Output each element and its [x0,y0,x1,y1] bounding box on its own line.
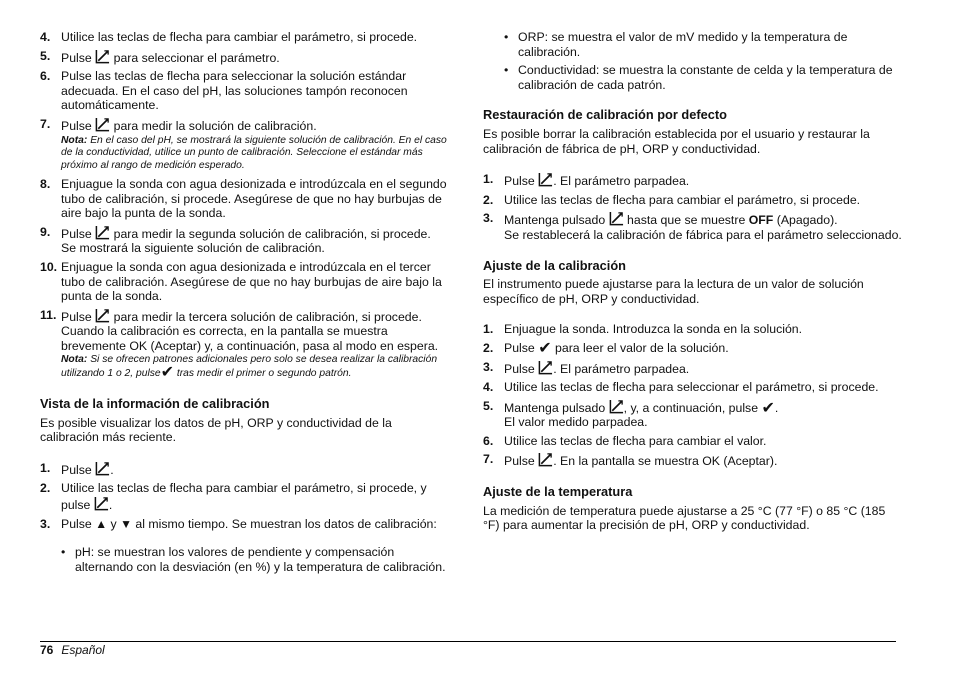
page-footer [40,643,105,657]
step-subtext: El valor medido parpadea. [504,415,648,430]
step-text: Utilice las teclas de flecha para cambiar el parámetro, si procede. [504,192,861,207]
calibrate-key-icon [95,308,110,323]
restore-calibration-steps-list [483,172,903,242]
step-number: 7. [40,116,51,131]
step-text: Utilice las teclas de flecha para seleccionar el parámetro, si procede. [504,380,879,395]
list-item [483,434,903,449]
calibrate-key-icon [95,49,110,64]
page-number: 76 [40,643,54,657]
list-item [40,308,448,381]
list-item [40,260,448,304]
list-item [483,322,903,337]
list-item [483,211,903,242]
calibrate-key-icon [609,399,624,414]
bullet-list [40,545,448,574]
step-number: 1. [483,172,494,187]
list-item [483,172,903,189]
footer-divider [40,641,896,642]
footer-language: Español [61,643,105,657]
step-number: 4. [40,30,51,44]
list-item [40,517,448,532]
step-text: Pulse [61,226,92,241]
step-number: 4. [483,380,494,395]
note-text: tras medir el primer o segundo patrón. [176,368,352,380]
right-column [483,30,903,549]
step-text: Mantenga pulsado [504,400,606,415]
note [61,135,448,173]
section-intro: Es posible visualizar los datos de pH, ORP y conductividad de la calibración más reciente. [40,415,392,445]
step-text: Pulse [504,340,535,355]
note-label: Nota: [61,134,88,146]
step-text: para medir la solución de calibración. [113,118,317,133]
step-text: Pulse [504,174,535,189]
list-item: • ORP: se muestra el valor de mV medido y la temperatura de calibración. [504,30,903,59]
step-number: 2. [40,481,51,496]
step-text: Enjuague la sonda con agua desionizada e introdúzcala en el segundo tubo de calibración, si procede. Asegúrese de que no hay burbujas de aire bajo la punta de la sonda. [61,176,447,221]
step-text: . En la pantalla se muestra OK (Aceptar). [553,454,778,469]
step-text: para leer el valor de la solución. [555,340,729,355]
step-text: . [108,498,113,513]
note-label: Nota: [61,354,88,366]
step-number: 5. [483,398,494,413]
step-number: 9. [40,224,51,239]
step-number: 2. [483,192,494,207]
list-item [483,452,903,469]
step-text: Pulse [61,516,92,531]
calibrate-key-icon [95,461,110,476]
step-text: Pulse [61,309,92,324]
list-item [40,225,448,256]
section-intro: El instrumento puede ajustarse para la lectura de un valor de solución específico de pH, ORP y conductividad. [483,277,864,306]
note [61,354,448,381]
list-item [483,193,903,208]
step-number: 1. [483,322,494,337]
step-text: Mantenga pulsado [504,213,606,228]
step-text: Pulse [61,50,92,65]
step-text: . El parámetro parpadea. [553,174,690,189]
step-text: . [110,462,114,477]
list-item [40,177,448,221]
list-item [483,380,903,395]
step-number: 3. [483,359,494,374]
list-item [483,341,903,356]
list-item [483,360,903,377]
step-text: hasta que se muestre [627,213,746,228]
step-number: 3. [483,211,494,226]
calibrate-key-icon [95,117,110,132]
section-title: Ajuste de la calibración [483,257,626,273]
step-text: Pulse las teclas de flecha para seleccionar la solución estándar adecuada. En el caso del pH, las soluciones tampón reconocen automáticamente. [61,69,408,113]
step-text: Utilice las teclas de flecha para cambiar el valor. [504,433,767,448]
step-text: Utilice las teclas de flecha para cambiar el parámetro, si procede. [61,30,418,44]
section-intro: La medición de temperatura puede ajustarse a 25 °C (77 °F) o 85 °C (185 °F) para aumentar la precisión de pH, ORP y conductividad. [483,503,886,533]
step-text: Enjuague la sonda con agua desionizada e introdúzcala en el tercer tubo de calibración. Asegúrese de que no hay burbujas de aire bajo la punta de la sonda. [61,259,442,304]
step-number: 6. [483,433,494,448]
calibration-steps-list [40,30,448,381]
step-text: al mismo tiempo. Se muestran los datos de calibración: [135,516,437,531]
check-key-icon: ✔ [761,399,775,417]
step-text: . [774,400,779,415]
section-title: Restauración de calibración por defecto [483,107,727,123]
calibrate-key-icon [538,360,553,375]
step-number: 11. [40,307,57,322]
step-text: y [110,516,117,531]
step-text: Pulse [61,462,92,477]
calibrate-key-icon [95,225,110,240]
list-item [40,69,448,113]
up-arrow-key-icon: ▲ [95,516,108,531]
step-number: 7. [483,452,494,467]
step-number: 10. [40,259,58,274]
step-number: 8. [40,176,51,191]
list-item: • Conductividad: se muestra la constante de celda y la temperatura de calibración de cada patrón. [504,63,903,92]
step-number: 1. [40,460,51,475]
step-text: Pulse [504,454,535,469]
list-item [40,461,448,478]
step-number: 6. [40,69,51,84]
step-text: para seleccionar el parámetro. [113,50,280,65]
step-text: (Apagado). [776,213,838,228]
section-intro: Es posible borrar la calibración establecida por el usuario y restaurar la calibración de fábrica de pH, ORP y conductividad. [483,126,870,156]
list-item [40,117,448,173]
note-text: Si se ofrecen patrones adicionales pero solo se desea realizar la calibración utilizando 1 o 2, pulse [61,354,438,380]
list-item [40,30,448,45]
step-number: 3. [40,516,51,531]
list-item [483,399,903,430]
calibrate-key-icon [538,172,553,187]
bullet-list [483,30,903,92]
step-subtext: Se restablecerá la calibración de fábrica para el parámetro seleccionado. [504,227,902,242]
list-item [40,49,448,66]
calibrate-key-icon [94,496,109,511]
calibrate-key-icon [538,452,553,467]
step-text: Pulse [61,118,92,133]
step-text: . El parámetro parpadea. [553,361,690,376]
step-number: 5. [40,48,51,63]
step-text: Pulse [504,361,535,376]
step-text: Utilice las teclas de flecha para cambiar el parámetro, si procede, y pulse [61,481,427,513]
step-text: , y, a continuación, pulse [623,400,759,415]
list-item [40,481,448,512]
note-text: En el caso del pH, se mostrará la siguiente solución de calibración. En el caso de la conductividad, utilice un punto de calibración. Seleccione el estándar más próximo al rango de medición esperado. [61,134,447,172]
adjust-calibration-steps-list [483,322,903,469]
off-label: OFF [748,213,774,228]
left-column [40,30,448,578]
check-key-icon: ✔ [160,364,175,382]
step-text: para medir la segunda solución de calibración, si procede. Se mostrará la siguiente solución de calibración. [61,226,431,256]
view-calibration-steps-list [40,461,448,531]
check-key-icon: ✔ [538,339,552,357]
step-number: 2. [483,340,494,355]
step-text: Enjuague la sonda. Introduzca la sonda en la solución. [504,322,803,337]
list-item: • pH: se muestran los valores de pendiente y compensación alternando con la desviación (en %) y la temperatura de calibración. [61,545,448,574]
down-arrow-key-icon: ▼ [120,516,132,531]
calibrate-key-icon [609,211,624,226]
step-text: para medir la tercera solución de calibración, si procede. Cuando la calibración es correcta, en la pantalla se muestra brevemente OK (Aceptar) y, a continuación, pasa al modo en espera. [61,309,439,353]
section-title: Vista de la información de calibración [40,396,270,412]
section-title: Ajuste de la temperatura [483,484,633,500]
